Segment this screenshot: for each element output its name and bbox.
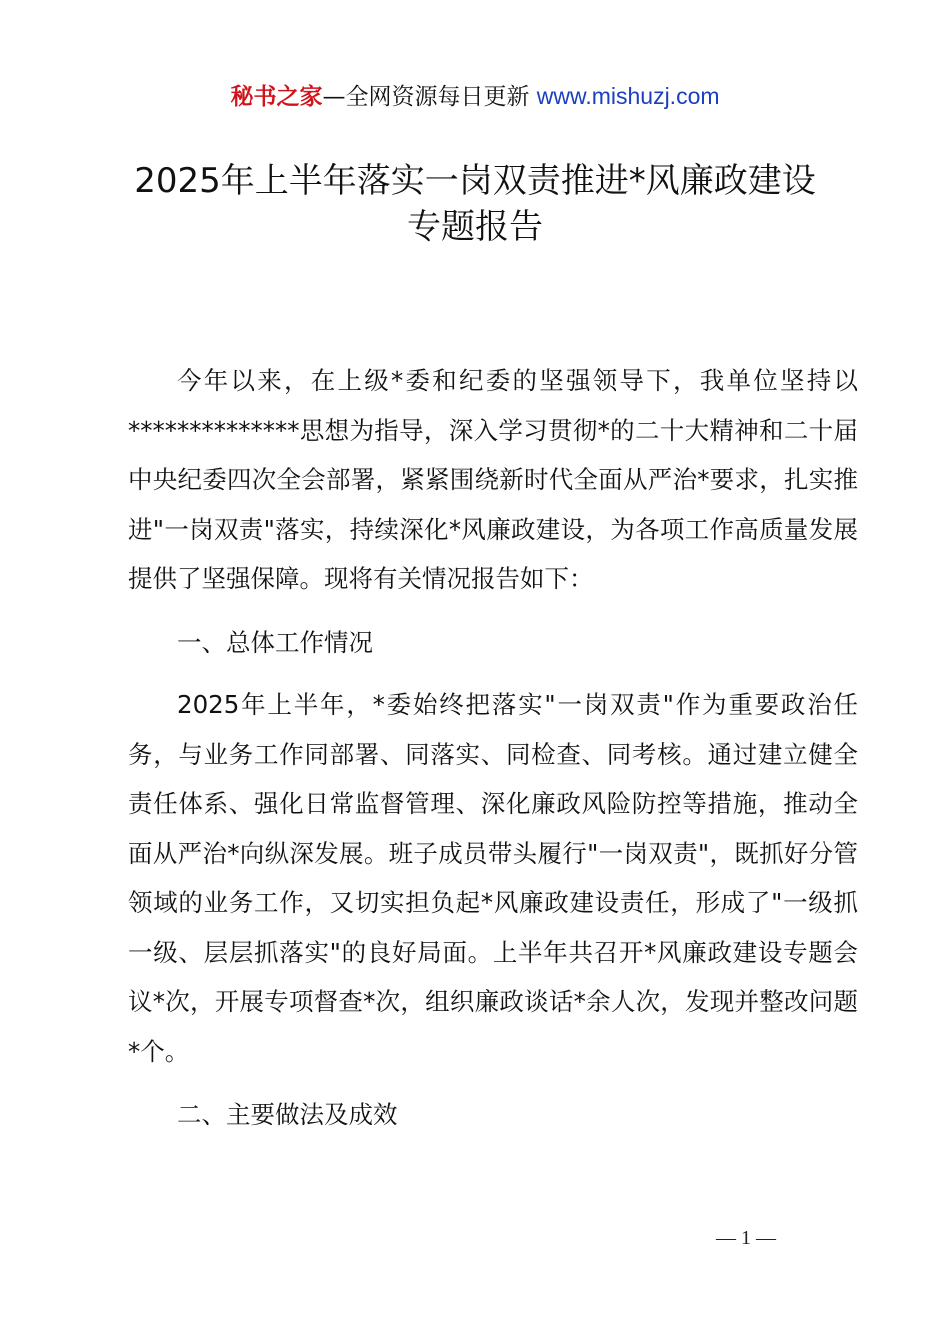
brand-name: 秘书之家 bbox=[230, 84, 323, 110]
title-line-1: 2025年上半年落实一岗双责推进*风廉政建设 bbox=[134, 161, 816, 201]
site-url-link[interactable]: www.mishuzj.com bbox=[536, 83, 720, 109]
intro-section bbox=[128, 356, 858, 604]
intro-paragraph: 今年以来，在上级*委和纪委的坚强领导下，我单位坚持以**************思想为指导，深入学习贯彻*的二十大精神和二十届中央纪委四次全会部署，紧紧围绕新时代全面从严治*要求，扎实推进"一岗双责"落实，持续深化*风廉政建设，为各项工作高质量发展提供了坚强保障。现将有关情况报告如下： bbox=[128, 366, 858, 593]
header-tagline: —全网资源每日更新 bbox=[322, 84, 537, 110]
overview-section bbox=[128, 680, 858, 1076]
section-heading-1 bbox=[128, 618, 858, 668]
header-banner bbox=[0, 80, 950, 113]
section-heading-2 bbox=[128, 1090, 858, 1140]
overview-paragraph: 2025年上半年，*委始终把落实"一岗双责"作为重要政治任务，与业务工作同部署、同落实、同检查、同考核。通过建立健全责任体系、强化日常监督管理、深化廉政风险防控等措施，推动全面从严治*向纵深发展。班子成员带头履行"一岗双责"，既抓好分管领域的业务工作，又切实担负起*风廉政建设责任，形成了"一级抓一级、层层抓落实"的良好局面。上半年共召开*风廉政建设专题会议*次，开展专项督查*次，组织廉政谈话*余人次，发现并整改问题*个。 bbox=[128, 690, 858, 1066]
section-heading-practices: 二、主要做法及成效 bbox=[177, 1100, 398, 1129]
document-title bbox=[0, 158, 950, 250]
title-line-2: 专题报告 bbox=[407, 207, 543, 247]
section-heading-overview: 一、总体工作情况 bbox=[177, 628, 373, 657]
page-number: — 1 — bbox=[716, 1227, 776, 1249]
